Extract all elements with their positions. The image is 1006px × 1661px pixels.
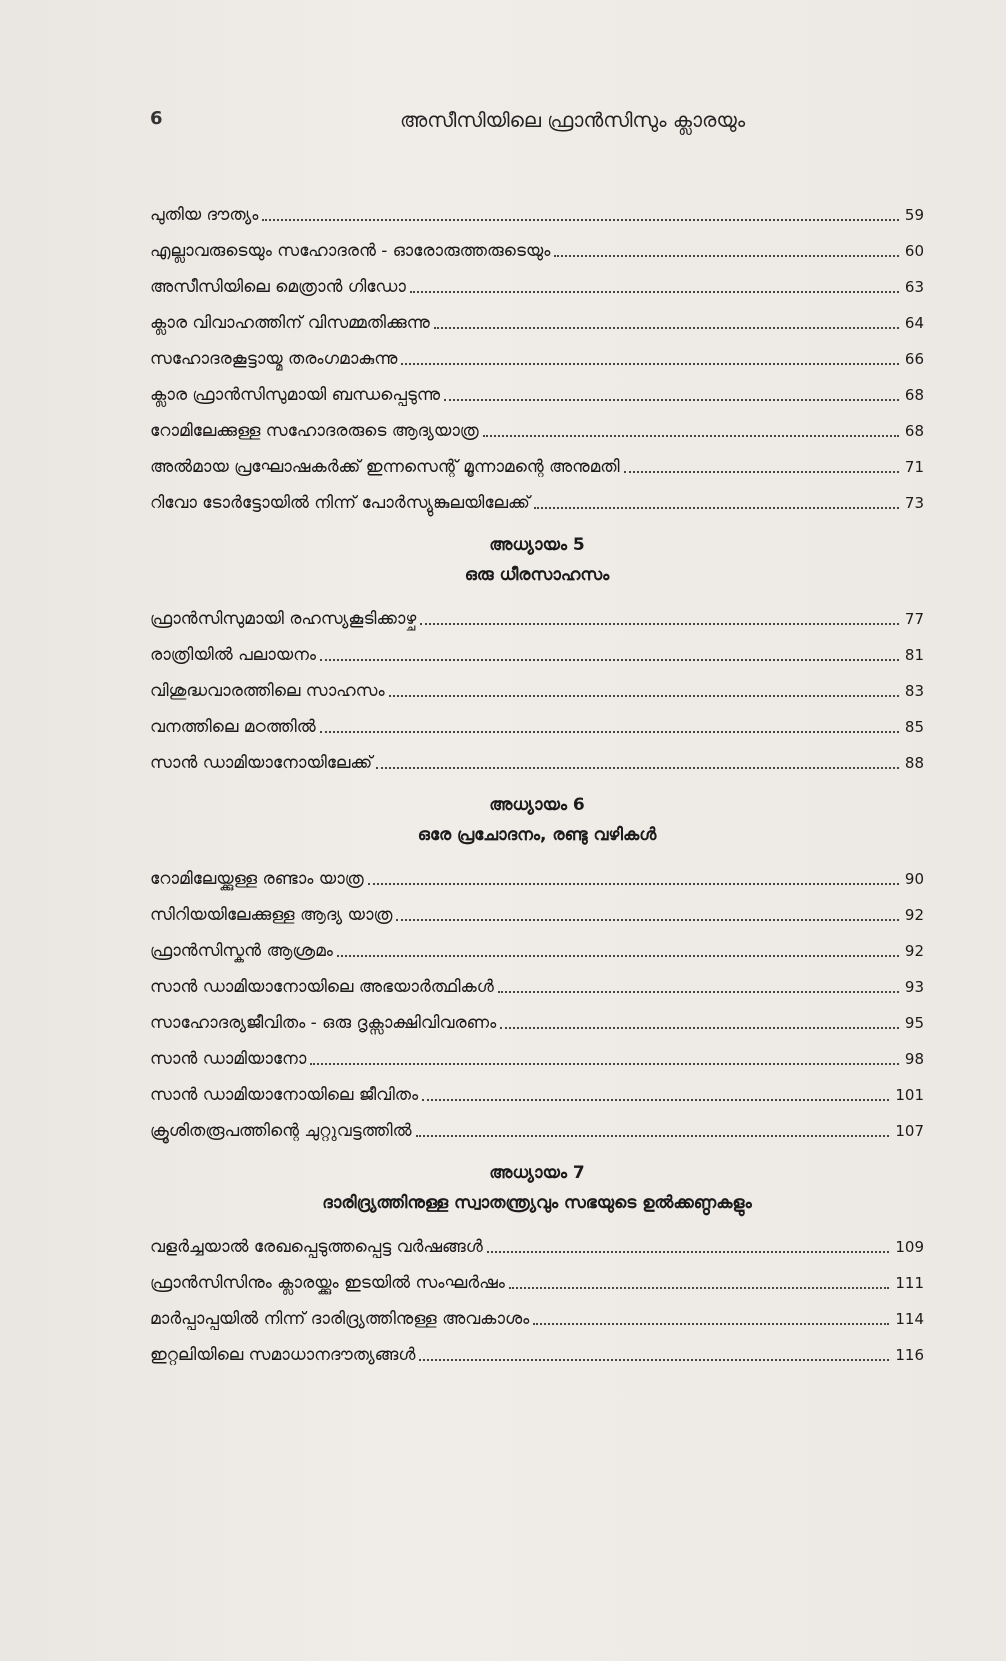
toc-entry (150, 370, 924, 406)
dot-leader (376, 767, 899, 769)
toc-entry-page: 92 (904, 942, 924, 960)
toc-entry-page: 114 (895, 1310, 924, 1328)
toc-entry-title: ഫ്രാൻസിസ്കൻ ആശ്രമം (150, 941, 333, 961)
toc-entry-title: സിറിയയിലേക്കുള്ള ആദ്യ യാത്ര (150, 905, 393, 925)
dot-leader (533, 1323, 889, 1325)
dot-leader (498, 991, 899, 993)
toc-entry (150, 594, 924, 630)
toc-entry-page: 101 (895, 1086, 924, 1104)
chapter-heading (150, 1142, 924, 1222)
toc-entry-page: 68 (904, 386, 924, 404)
toc-entry-page: 107 (895, 1122, 924, 1140)
toc-entry-page: 88 (904, 754, 924, 772)
toc-entry-title: സഹോദരകൂട്ടായ്മ തരംഗമാകുന്നു (150, 349, 398, 369)
chapter-title: ദാരിദ്ര്യത്തിനുള്ള സ്വാതന്ത്ര്യവും സഭയുടെ ഉൽക്കണ്ഠകളും (322, 1193, 752, 1213)
toc-entry-page: 81 (904, 646, 924, 664)
toc-section (150, 190, 924, 514)
toc-entry-page: 90 (904, 870, 924, 888)
toc-entry (150, 226, 924, 262)
toc-entry (150, 926, 924, 962)
toc-entry-title: ക്ലാര വിവാഹത്തിന് വിസമ്മതിക്കുന്നു (150, 313, 430, 333)
toc-entry (150, 890, 924, 926)
dot-leader (624, 471, 899, 473)
running-header-title: അസീസിയിലെ ഫ്രാൻസിസും ക്ലാരയും (400, 108, 746, 132)
dot-leader (434, 327, 899, 329)
dot-leader (262, 219, 898, 221)
toc-entry-title: സാൻ ഡാമിയാനോ (150, 1049, 307, 1069)
chapter-label: അധ്യായം 5 (489, 535, 585, 555)
toc-entry (150, 1070, 924, 1106)
toc-entry (150, 1034, 924, 1070)
toc-entry (150, 962, 924, 998)
toc-entry-page: 68 (904, 422, 924, 440)
toc-entry (150, 1294, 924, 1330)
toc-entry (150, 630, 924, 666)
toc-entry (150, 738, 924, 774)
toc-entry-title: സാൻ ഡാമിയാനോയിലെ അഭയാർത്ഥികൾ (150, 977, 494, 997)
toc-entry-title: റോമിലേക്കുള്ള സഹോദരരുടെ ആദ്യയാത്ര (150, 421, 479, 441)
toc-entry-page: 73 (904, 494, 924, 512)
toc-entry-page: 98 (904, 1050, 924, 1068)
toc-entry-page: 111 (895, 1274, 924, 1292)
toc-entry-page: 116 (895, 1346, 924, 1364)
toc-entry-page: 77 (904, 610, 924, 628)
toc-entry (150, 1222, 924, 1258)
page-number: 6 (150, 108, 163, 129)
toc-section (150, 774, 924, 1142)
dot-leader (310, 1063, 899, 1065)
toc-entry-title: സാൻ ഡാമിയാനോയിലെ ജീവിതം (150, 1085, 419, 1105)
toc-entry-page: 63 (904, 278, 924, 296)
dot-leader (422, 1099, 889, 1101)
toc-entry (150, 998, 924, 1034)
toc-entry-title: അൽമായ പ്രഘോഷകർക്ക് ഇന്നസെന്റ് മൂന്നാമന്റെ അനുമതി (150, 457, 620, 477)
toc-section (150, 1142, 924, 1366)
dot-leader (554, 255, 899, 257)
toc-entry (150, 1258, 924, 1294)
toc-entry (150, 262, 924, 298)
toc-entry-page: 60 (904, 242, 924, 260)
toc-entry (150, 334, 924, 370)
toc-entry (150, 1330, 924, 1366)
chapter-heading (150, 514, 924, 594)
toc-entry (150, 478, 924, 514)
toc-entry-title: വളർച്ചയാൽ രേഖപ്പെടുത്തപ്പെട്ട വർഷങ്ങൾ (150, 1237, 483, 1257)
dot-leader (509, 1287, 889, 1289)
dot-leader (368, 883, 899, 885)
dot-leader (483, 435, 899, 437)
toc-entry-page: 109 (895, 1238, 924, 1256)
toc-entry-title: പുതിയ ദൗത്യം (150, 205, 259, 225)
dot-leader (534, 507, 899, 509)
toc-entry-page: 83 (904, 682, 924, 700)
dot-leader (320, 731, 899, 733)
dot-leader (487, 1251, 890, 1253)
dot-leader (320, 659, 899, 661)
dot-leader (444, 399, 899, 401)
chapter-title: ഒരു ധീരസാഹസം (464, 565, 610, 585)
table-of-contents (150, 190, 924, 1366)
dot-leader (396, 919, 899, 921)
toc-entry (150, 1106, 924, 1142)
toc-entry-page: 95 (904, 1014, 924, 1032)
toc-entry (150, 854, 924, 890)
dot-leader (420, 623, 899, 625)
dot-leader (410, 291, 899, 293)
toc-entry (150, 442, 924, 478)
toc-section (150, 514, 924, 774)
chapter-label: അധ്യായം 7 (489, 1163, 585, 1183)
toc-entry-page: 93 (904, 978, 924, 996)
toc-entry (150, 702, 924, 738)
toc-entry-page: 92 (904, 906, 924, 924)
toc-entry-title: ഇറ്റലിയിലെ സമാധാനദൗത്യങ്ങൾ (150, 1345, 416, 1365)
toc-entry-title: എല്ലാവരുടെയും സഹോദരൻ - ഓരോരുത്തരുടെയും (150, 241, 551, 261)
toc-entry-title: വിശുദ്ധവാരത്തിലെ സാഹസം (150, 681, 385, 701)
chapter-label: അധ്യായം 6 (489, 795, 585, 815)
toc-entry (150, 298, 924, 334)
toc-entry-title: ക്രൂശിതരൂപത്തിന്റെ ചുറ്റുവട്ടത്തിൽ (150, 1121, 412, 1141)
toc-entry (150, 666, 924, 702)
dot-leader (500, 1027, 899, 1029)
dot-leader (389, 695, 899, 697)
toc-entry-page: 71 (904, 458, 924, 476)
dot-leader (416, 1135, 890, 1137)
toc-entry-title: അസീസിയിലെ മെത്രാൻ ഗിഡോ (150, 277, 406, 297)
toc-entry-page: 85 (904, 718, 924, 736)
dot-leader (337, 955, 899, 957)
toc-entry-title: റിവോ ടോർട്ടോയിൽ നിന്ന് പോർസ്യുങ്കുലയിലേക്ക് (150, 493, 530, 513)
toc-entry-title: ഫ്രാൻസിസിനും ക്ലാരയ്ക്കും ഇടയിൽ സംഘർഷം (150, 1273, 505, 1293)
toc-entry (150, 190, 924, 226)
toc-entry-page: 64 (904, 314, 924, 332)
toc-entry-title: റോമിലേയ്ക്കുള്ള രണ്ടാം യാത്ര (150, 869, 364, 889)
toc-entry-title: സാൻ ഡാമിയാനോയിലേക്ക് (150, 753, 373, 773)
toc-entry-title: വനത്തിലെ മഠത്തിൽ (150, 717, 316, 737)
toc-entry-page: 66 (904, 350, 924, 368)
chapter-heading (150, 774, 924, 854)
toc-entry-title: ക്ലാര ഫ്രാൻസിസുമായി ബന്ധപ്പെടുന്നു (150, 385, 441, 405)
chapter-title: ഒരേ പ്രചോദനം, രണ്ടു വഴികൾ (417, 825, 657, 845)
dot-leader (401, 363, 898, 365)
toc-entry-title: സാഹോദര്യജീവിതം - ഒരു ദൃക്സാക്ഷിവിവരണം (150, 1013, 497, 1033)
toc-entry-title: ഫ്രാൻസിസുമായി രഹസ്യകൂടിക്കാഴ്ച (150, 609, 417, 629)
toc-entry-title: മാർപ്പാപ്പയിൽ നിന്ന് ദാരിദ്ര്യത്തിനുള്ള അവകാശം (150, 1309, 530, 1329)
toc-entry-title: രാത്രിയിൽ പലായനം (150, 645, 317, 665)
dot-leader (419, 1359, 889, 1361)
toc-entry-page: 59 (904, 206, 924, 224)
toc-entry (150, 406, 924, 442)
